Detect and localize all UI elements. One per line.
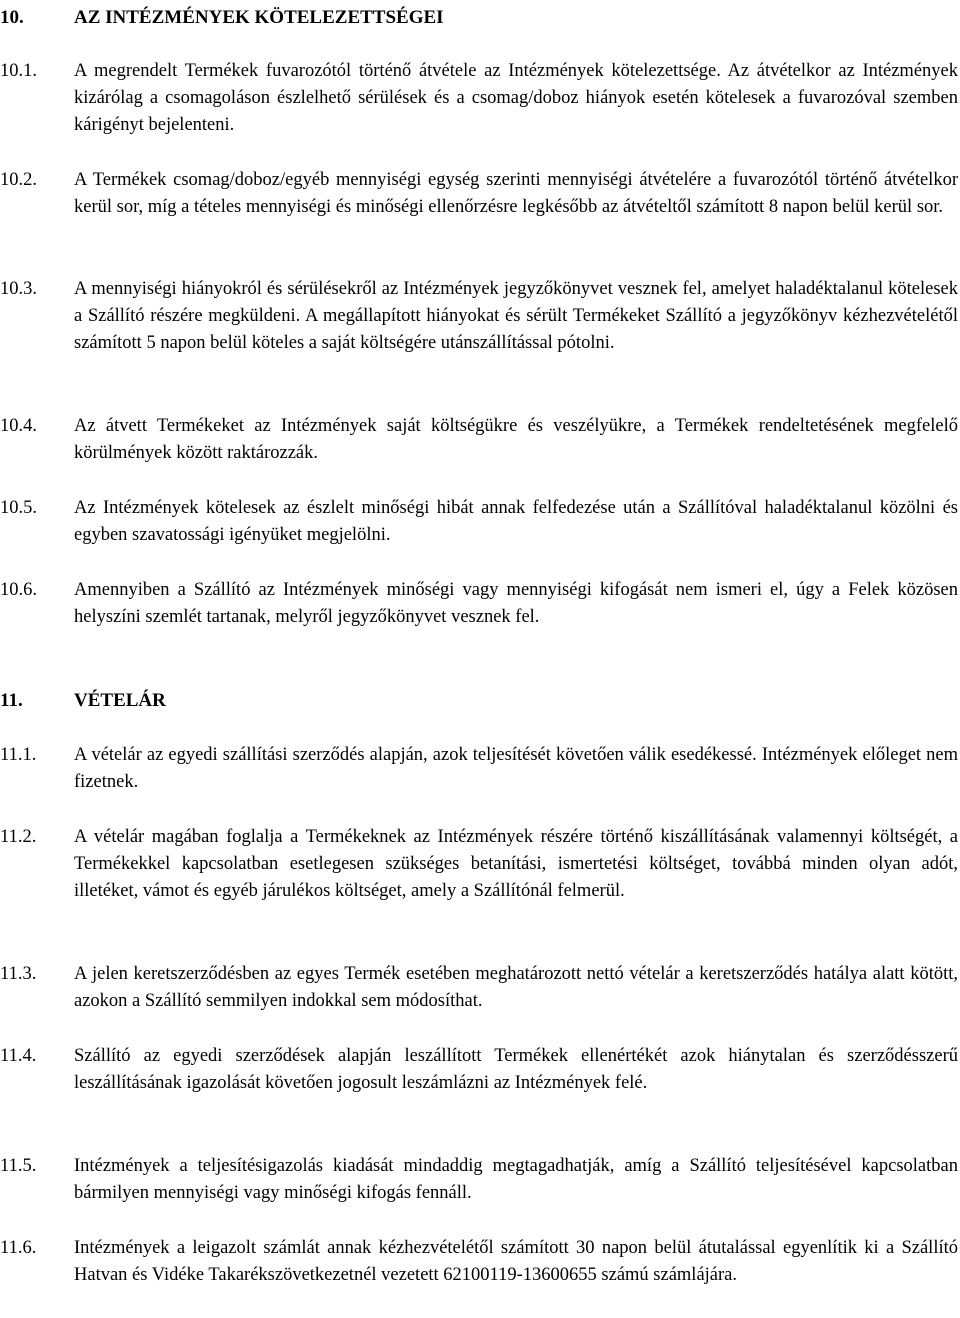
clause-number: 10.2. (0, 170, 37, 190)
clause-text: Szállító az egyedi szerződések alapján leszállított Termékek ellenértékét azok hiánytalan és szerződésszerű leszállításának igazolását követően jogosult leszámlázni az Intézmények felé. (74, 1046, 958, 1093)
clause-number: 11.4. (0, 1046, 37, 1066)
clause-number: 10.1. (0, 61, 37, 81)
clause-text: A jelen keretszerződésben az egyes Termék esetében meghatározott nettó vételár a keretszerződés hatálya alatt kötött, azokon a Szállító semmilyen indokkal sem módosíthat. (74, 964, 958, 1011)
clause-text: Intézmények a teljesítésigazolás kiadását mindaddig megtagadhatják, amíg a Szállító teljesítésével kapcsolatban bármilyen mennyiségi vagy minőségi kifogás fennáll. (74, 1156, 958, 1203)
clause-text: Az átvett Termékeket az Intézmények saját költségükre és veszélyükre, a Termékek rendeltetésének megfelelő körülmények között raktározzák. (74, 416, 958, 463)
clause-text: A vételár magában foglalja a Termékeknek az Intézmények részére történő kiszállításának valamennyi költségét, a Termékekkel kapcsolatban esetlegesen szükséges betanítási, ismertetési költséget, továbbá minden olyan adót, illetéket, vámot és egyéb járulékos költséget, amely a Szállítónál felmerül. (74, 827, 958, 901)
clause-number: 10.5. (0, 498, 37, 518)
clause-text: Intézmények a leigazolt számlát annak kézhezvételétől számított 30 napon belül átutalással egyenlítik ki a Szállító Hatvan és Vidéke Takarékszövetkezetnél vezetett 62100119-13600655 számú számlájára. (74, 1238, 958, 1285)
clause-number: 11.5. (0, 1156, 37, 1176)
section-title: AZ INTÉZMÉNYEK KÖTELEZETTSÉGEI (74, 7, 444, 28)
clause-number: 11.2. (0, 827, 37, 847)
clause-text: Az Intézmények kötelesek az észlelt minőségi hibát annak felfedezése után a Szállítóval haladéktalanul közölni és egyben szavatossági igényüket megjelölni. (74, 498, 958, 545)
section-title: VÉTELÁR (74, 690, 166, 711)
clause-text: Amennyiben a Szállító az Intézmények minőségi vagy mennyiségi kifogását nem ismeri el, úgy a Felek közösen helyszíni szemlét tartanak, melyről jegyzőkönyvet vesznek fel. (74, 580, 958, 627)
clause-number: 10.4. (0, 416, 37, 436)
clause-text: A mennyiségi hiányokról és sérülésekről az Intézmények jegyzőkönyvet vesznek fel, amelyet haladéktalanul kötelesek a Szállító részére megküldeni. A megállapított hiányokat és sérült Termékeket Szállító a jegyzőkönyv kézhezvételétől számított 5 napon belül köteles a saját költségére utánszállítással pótolni. (74, 279, 958, 353)
clause-number: 11.6. (0, 1238, 37, 1258)
clause-number: 10.3. (0, 279, 37, 299)
section-heading-11 (0, 687, 166, 714)
section-number: 11. (0, 690, 23, 711)
clause-text: A Termékek csomag/doboz/egyéb mennyiségi egység szerinti mennyiségi átvételére a fuvarozótól történő átvételkor kerül sor, míg a tételes mennyiségi és minőségi ellenőrzésre legkésőbb az átvételtől számított 8 napon belül kerül sor. (74, 170, 958, 217)
section-number: 10. (0, 7, 24, 28)
clause-text: A vételár az egyedi szállítási szerződés alapján, azok teljesítését követően válik esedékessé. Intézmények előleget nem fizetnek. (74, 745, 958, 792)
clause-number: 10.6. (0, 580, 37, 600)
clause-text: A megrendelt Termékek fuvarozótól történő átvétele az Intézmények kötelezettsége. Az átvételkor az Intézmények kizárólag a csomagoláson észlelhető sérülések és a csomag/doboz hiányok esetén kötelesek a fuvarozóval szemben kárigényt bejelenteni. (74, 61, 958, 135)
clause-number: 11.3. (0, 964, 37, 984)
section-heading-10 (0, 4, 444, 31)
clause-number: 11.1. (0, 745, 37, 765)
